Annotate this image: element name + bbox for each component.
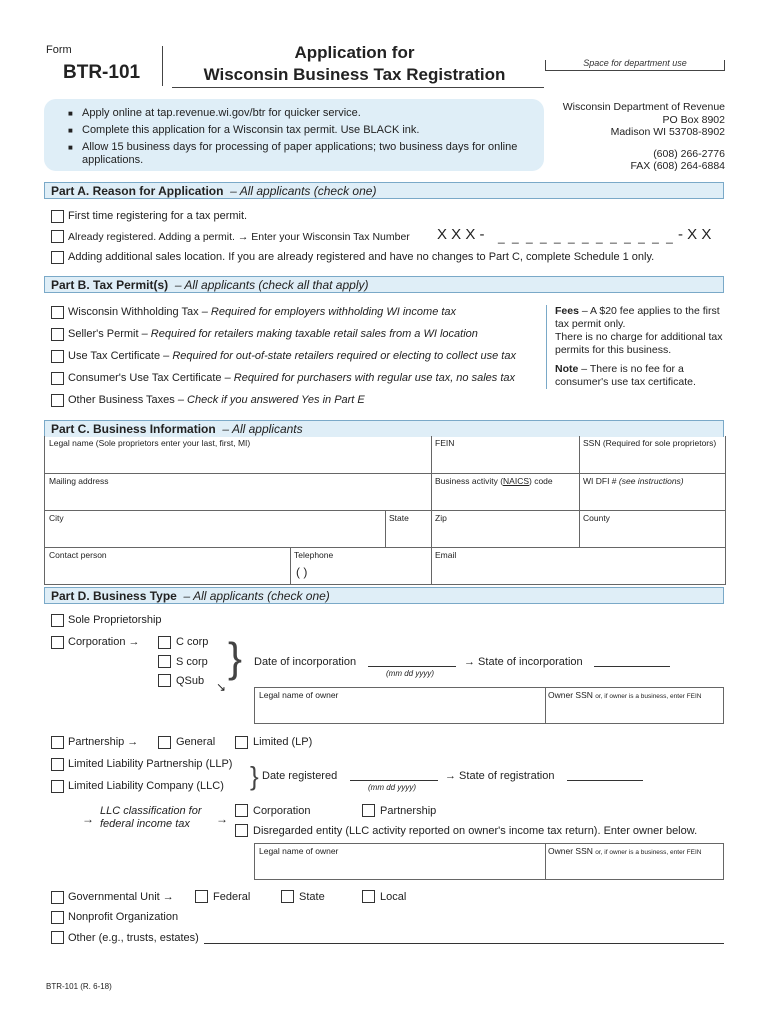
page-title-line2: Wisconsin Business Tax Registration bbox=[203, 65, 506, 84]
permit-consumer-use-checkbox[interactable] bbox=[51, 372, 64, 385]
part-c-header: Part C. Business Information – All applicants bbox=[44, 420, 724, 437]
part-a-first-time-label: First time registering for a tax permit. bbox=[68, 210, 248, 222]
sole-prop-label: Sole Proprietorship bbox=[68, 614, 162, 626]
llc-corporation-checkbox[interactable] bbox=[235, 804, 248, 817]
business-info-grid bbox=[44, 436, 726, 585]
permit-row bbox=[51, 328, 541, 350]
permit-other-checkbox[interactable] bbox=[51, 394, 64, 407]
part-a-first-time-checkbox[interactable] bbox=[51, 210, 64, 223]
dor-address bbox=[560, 101, 725, 173]
part-b-header: Part B. Tax Permit(s) – All applicants (check all that apply) bbox=[44, 276, 724, 293]
title-underline bbox=[172, 87, 544, 88]
date-incorporation-input[interactable] bbox=[368, 666, 456, 667]
date-registered-hint: (mm dd yyyy) bbox=[368, 783, 416, 792]
part-a-already-registered-label: Already registered. Adding a permit. → Enter your Wisconsin Tax Number bbox=[68, 231, 410, 243]
form-revision: BTR-101 (R. 6-18) bbox=[46, 982, 112, 991]
email-field[interactable]: Email bbox=[435, 550, 457, 560]
corp-brace: } bbox=[228, 634, 243, 681]
corp-owner-box bbox=[254, 687, 724, 724]
corp-owner-ssn-field[interactable]: Owner SSN or, if owner is a business, enter FEIN bbox=[548, 690, 702, 700]
llc-brace: } bbox=[250, 761, 259, 791]
part-a-already-registered-checkbox[interactable] bbox=[51, 230, 64, 243]
disregarded-label: Disregarded entity (LLC activity reported on owner's income tax return). Enter owner below. bbox=[253, 825, 698, 837]
llc-owner-box bbox=[254, 843, 724, 880]
dfi-field[interactable]: WI DFI # (see instructions) bbox=[583, 476, 684, 486]
part-d-header: Part D. Business Type – All applicants (check one) bbox=[44, 587, 724, 604]
partnership-checkbox[interactable] bbox=[51, 736, 64, 749]
permit-withholding-label: Wisconsin Withholding Tax – Required for employers withholding WI income tax bbox=[68, 306, 457, 318]
permit-sellers-checkbox[interactable] bbox=[51, 328, 64, 341]
permit-list bbox=[51, 306, 541, 416]
tax-number-prefix: X X X - bbox=[437, 226, 485, 243]
nonprofit-checkbox[interactable] bbox=[51, 911, 64, 924]
ccorp-label: C corp bbox=[176, 636, 209, 648]
llc-corporation-label: Corporation bbox=[253, 805, 311, 817]
dor-line: Madison WI 53708-8902 bbox=[610, 126, 725, 138]
corp-owner-name-field[interactable]: Legal name of owner bbox=[259, 690, 339, 700]
llc-arrow-icon: → bbox=[216, 812, 228, 826]
llp-checkbox[interactable] bbox=[51, 758, 64, 771]
llc-partnership-checkbox[interactable] bbox=[362, 804, 375, 817]
dept-use-line bbox=[545, 70, 725, 71]
date-registered-input[interactable] bbox=[350, 780, 438, 781]
part-a-header: Part A. Reason for Application – All applicants (check one) bbox=[44, 182, 724, 199]
permit-other-label: Other Business Taxes – Check if you answered Yes in Part E bbox=[68, 394, 365, 406]
fein-field[interactable]: FEIN bbox=[435, 438, 455, 448]
other-label: Other (e.g., trusts, estates) bbox=[68, 932, 199, 944]
dor-line: Wisconsin Department of Revenue bbox=[562, 101, 725, 113]
state-registration-input[interactable] bbox=[567, 780, 643, 781]
date-incorporation-label: Date of incorporation bbox=[254, 656, 357, 668]
permit-consumer-use-label: Consumer's Use Tax Certificate – Required for purchasers with regular use tax, no sales tax bbox=[68, 372, 516, 384]
dept-use-bracket-left bbox=[545, 60, 546, 70]
part-a-additional-location-checkbox[interactable] bbox=[51, 251, 64, 264]
tax-number-input[interactable]: _ _ _ _ _ _ _ _ _ _ _ _ _ bbox=[498, 230, 675, 244]
other-input[interactable] bbox=[204, 943, 724, 944]
llc-partnership-label: Partnership bbox=[380, 805, 437, 817]
federal-checkbox[interactable] bbox=[195, 890, 208, 903]
telephone-field[interactable]: Telephone bbox=[294, 550, 334, 560]
gov-unit-checkbox[interactable] bbox=[51, 891, 64, 904]
instructions-box bbox=[44, 99, 544, 171]
disregarded-checkbox[interactable] bbox=[235, 824, 248, 837]
corporation-label: Corporation → bbox=[68, 636, 140, 648]
permit-row bbox=[51, 350, 541, 372]
dor-phone: (608) 266-2776 bbox=[653, 147, 725, 160]
llc-class-label1: LLC classification for bbox=[100, 805, 202, 817]
llc-checkbox[interactable] bbox=[51, 780, 64, 793]
llc-label: Limited Liability Company (LLC) bbox=[68, 780, 224, 792]
header-divider bbox=[162, 46, 163, 86]
instruction-item: ■ Apply online at tap.revenue.wi.gov/btr for quicker service. bbox=[68, 107, 544, 120]
qsub-checkbox[interactable] bbox=[158, 674, 171, 687]
permit-row bbox=[51, 394, 541, 416]
permit-row bbox=[51, 306, 541, 328]
date-format-hint: (mm dd yyyy) bbox=[386, 669, 434, 678]
permit-use-tax-checkbox[interactable] bbox=[51, 350, 64, 363]
sole-prop-checkbox[interactable] bbox=[51, 614, 64, 627]
county-field[interactable]: County bbox=[583, 513, 610, 523]
dor-line: PO Box 8902 bbox=[662, 113, 725, 126]
legal-name-field[interactable]: Legal name (Sole proprietors enter your last, first, MI) bbox=[49, 438, 251, 448]
nonprofit-label: Nonprofit Organization bbox=[68, 911, 179, 923]
llc-class-label2: federal income tax bbox=[100, 818, 190, 830]
part-a-additional-location-label: Adding additional sales location. If you are already registered and have no changes to Part C, complete Schedule 1 only. bbox=[68, 251, 655, 263]
dept-use-label: Space for department use bbox=[583, 58, 687, 68]
dor-fax: FAX (608) 264-6884 bbox=[630, 160, 725, 172]
city-field[interactable]: City bbox=[49, 513, 64, 523]
state-incorporation-label: → State of incorporation bbox=[464, 656, 583, 668]
qsub-label: QSub bbox=[176, 675, 205, 687]
other-checkbox[interactable] bbox=[51, 931, 64, 944]
llc-owner-name-field[interactable]: Legal name of owner bbox=[259, 846, 339, 856]
telephone-parens: ( ) bbox=[296, 565, 308, 579]
page-title-line1: Application for bbox=[294, 43, 415, 62]
limited-partnership-checkbox[interactable] bbox=[235, 736, 248, 749]
llc-owner-ssn-field[interactable]: Owner SSN or, if owner is a business, enter FEIN bbox=[548, 846, 702, 856]
partnership-label: Partnership → bbox=[68, 736, 139, 748]
state-gov-label: State bbox=[299, 891, 325, 903]
permit-row bbox=[51, 372, 541, 394]
naics-field[interactable]: Business activity (NAICS) code bbox=[435, 476, 553, 486]
corporation-checkbox[interactable] bbox=[51, 636, 64, 649]
ssn-field[interactable]: SSN (Required for sole proprietors) bbox=[583, 438, 717, 448]
tax-number-suffix: - X X bbox=[678, 226, 712, 243]
form-number: BTR-101 bbox=[63, 62, 141, 83]
mailing-address-field[interactable]: Mailing address bbox=[49, 476, 109, 486]
instruction-item: ■ Allow 15 business days for processing of paper applications; two business days for online applications. bbox=[68, 141, 544, 167]
local-label: Local bbox=[380, 891, 407, 903]
instruction-item: ■ Complete this application for a Wisconsin tax permit. Use BLACK ink. bbox=[68, 124, 544, 137]
permit-withholding-checkbox[interactable] bbox=[51, 306, 64, 319]
state-registration-label: → State of registration bbox=[445, 770, 555, 782]
limited-partnership-label: Limited (LP) bbox=[253, 736, 313, 748]
llc-arrow-icon: → bbox=[82, 812, 94, 826]
permit-sellers-label: Seller's Permit – Required for retailers making taxable retail sales from a WI location bbox=[68, 328, 478, 340]
date-registered-label: Date registered bbox=[262, 770, 338, 782]
general-partnership-checkbox[interactable] bbox=[158, 736, 171, 749]
llp-label: Limited Liability Partnership (LLP) bbox=[68, 758, 233, 770]
form-label: Form bbox=[46, 44, 72, 56]
state-field[interactable]: State bbox=[389, 513, 409, 523]
state-gov-checkbox[interactable] bbox=[281, 890, 294, 903]
federal-label: Federal bbox=[213, 891, 251, 903]
scorp-checkbox[interactable] bbox=[158, 655, 171, 668]
general-partnership-label: General bbox=[176, 736, 216, 748]
gov-unit-label: Governmental Unit → bbox=[68, 891, 174, 903]
ccorp-checkbox[interactable] bbox=[158, 636, 171, 649]
contact-person-field[interactable]: Contact person bbox=[49, 550, 107, 560]
zip-field[interactable]: Zip bbox=[435, 513, 447, 523]
corp-arrow-icon: ↘ bbox=[216, 680, 227, 694]
fees-note: Fees – A $20 fee applies to the first tax permit only. There is no charge for additional tax permits for this business. Note – There is no fee for a consumer's use tax certificate. bbox=[546, 305, 733, 389]
local-checkbox[interactable] bbox=[362, 890, 375, 903]
permit-use-tax-label: Use Tax Certificate – Required for out-of-state retailers required or electing to collect use tax bbox=[68, 350, 516, 362]
scorp-label: S corp bbox=[176, 656, 208, 668]
dept-use-bracket-right bbox=[724, 60, 725, 70]
state-incorporation-input[interactable] bbox=[594, 666, 670, 667]
